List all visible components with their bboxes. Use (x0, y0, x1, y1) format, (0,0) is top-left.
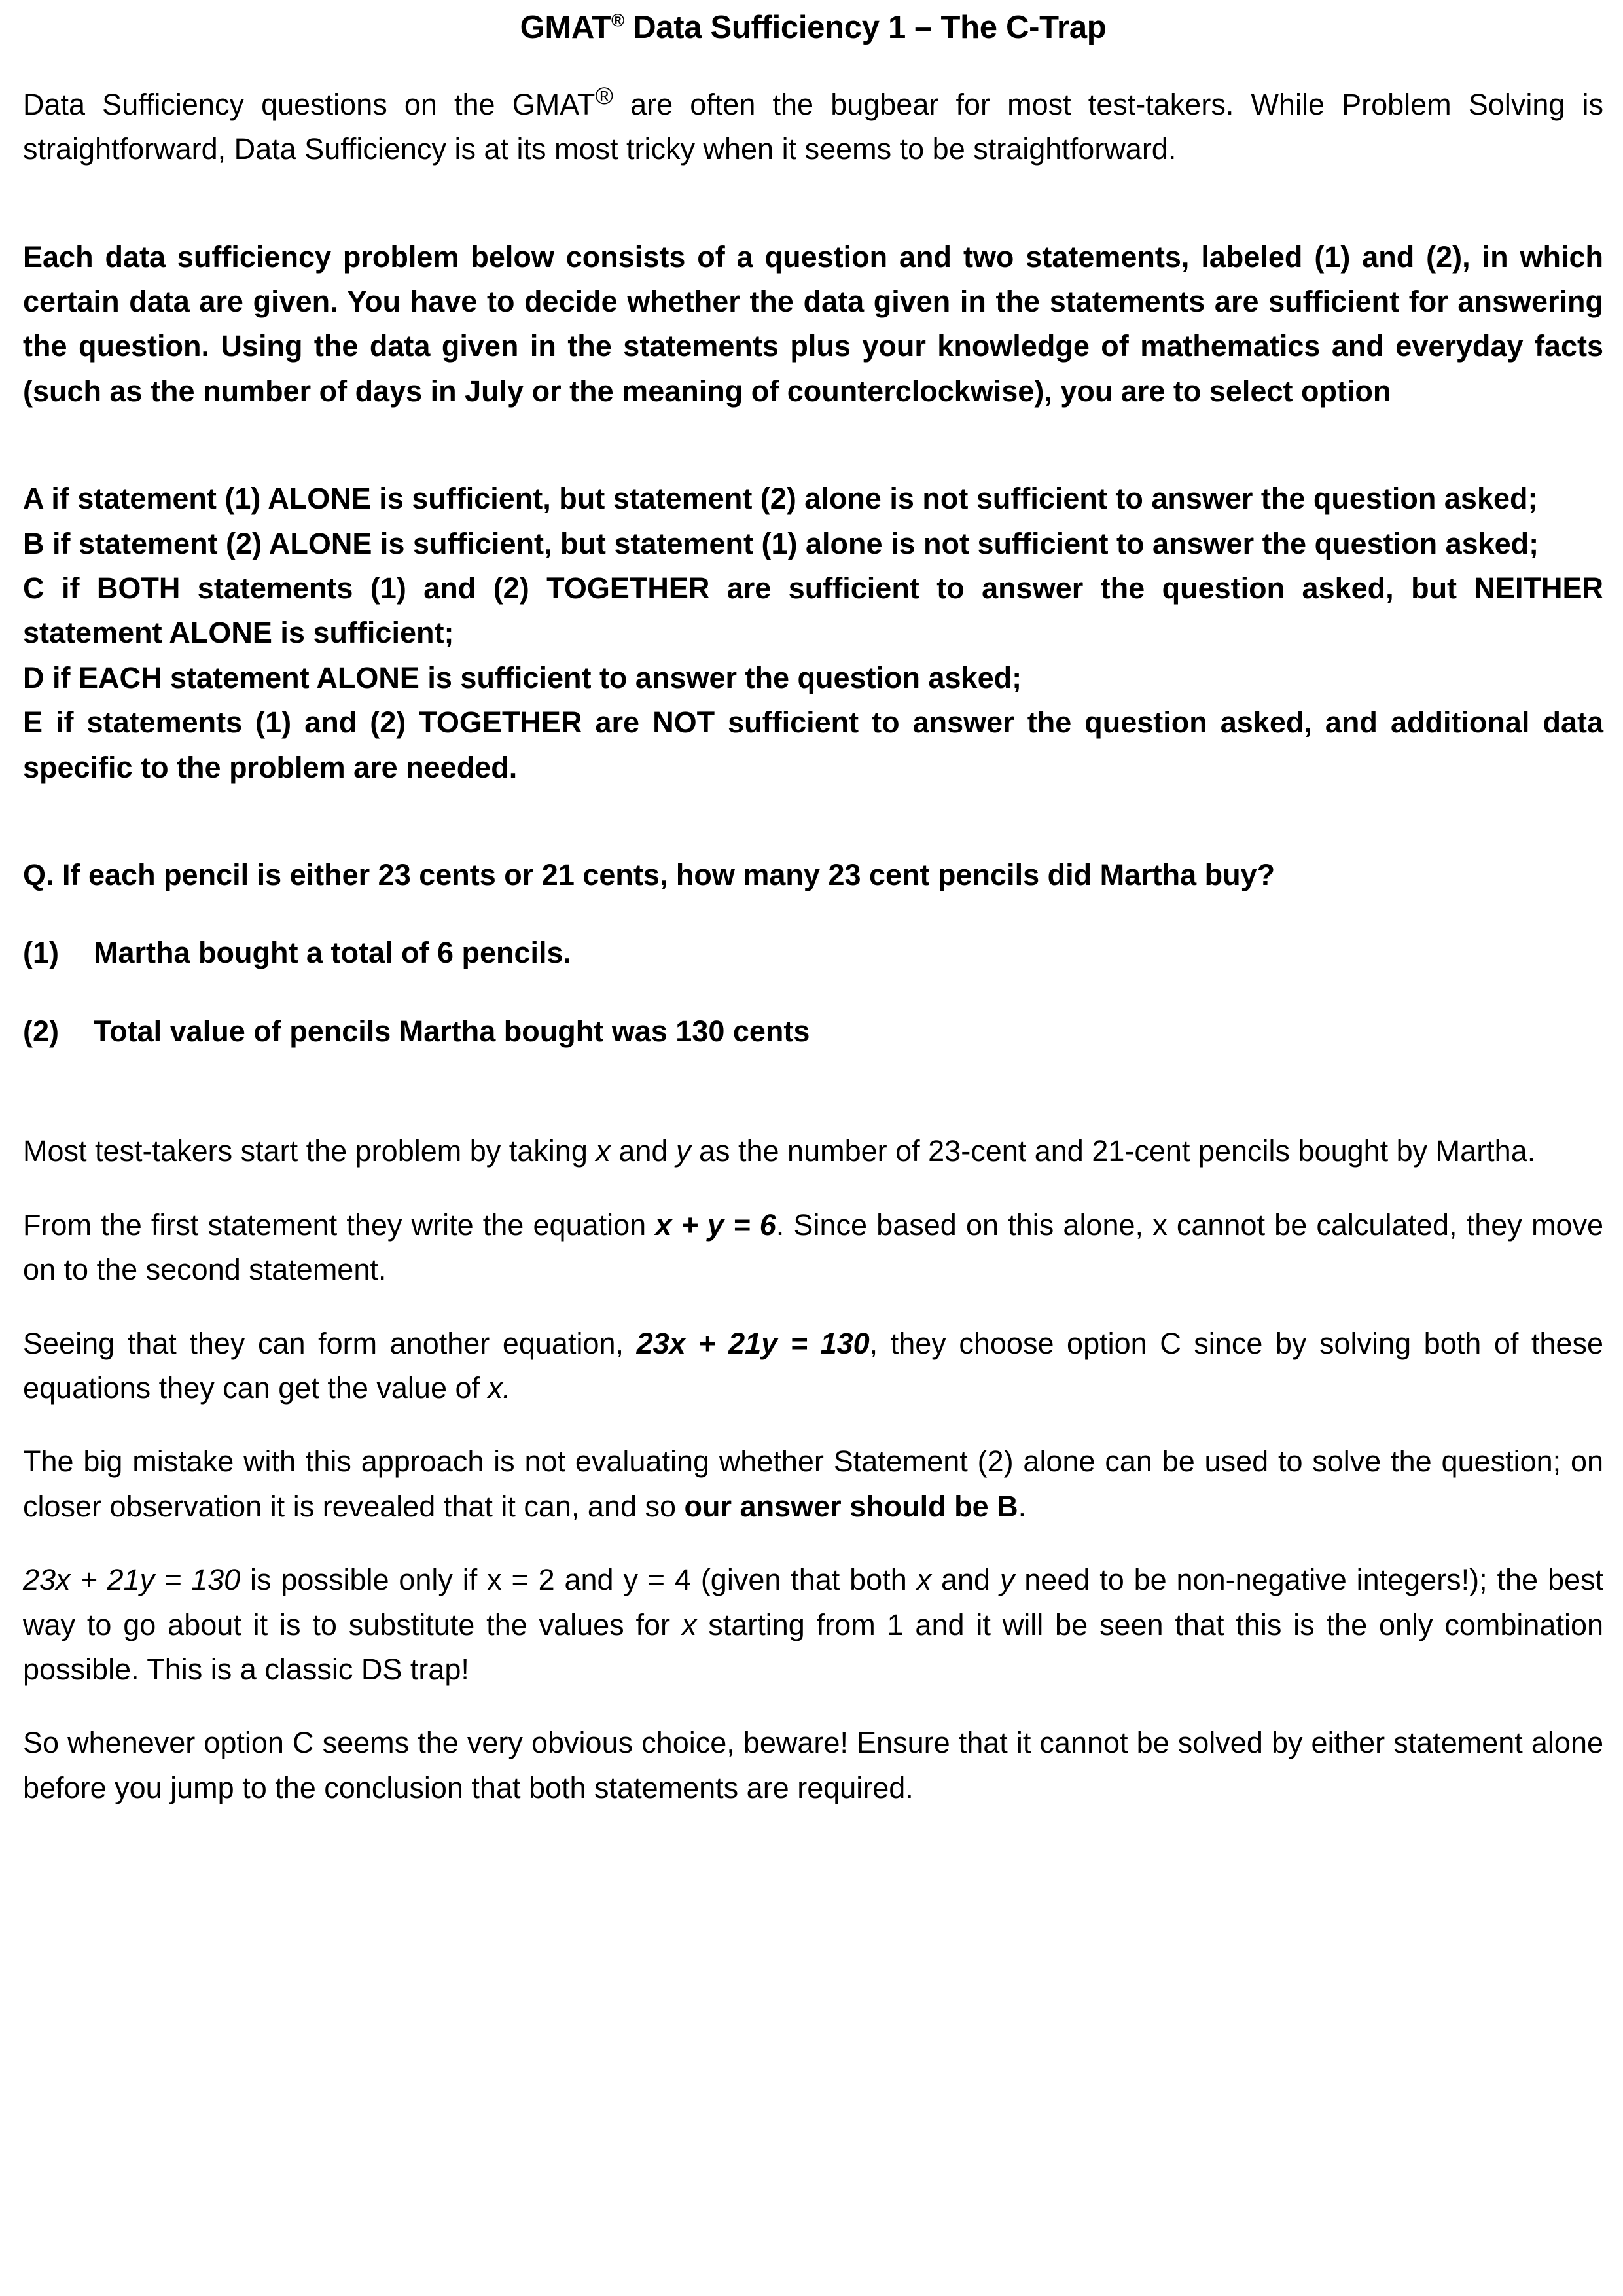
instructions-paragraph: Each data sufficiency problem below consists of a question and two statements, labeled (1) and (2), in which certain data are given. You have to decide whether the data given in the statements are sufficient for answering the question. Using the data given in the statements plus your knowledge of mathematics and everyday facts (such as the number of days in July or the meaning of counterclockwise), you are to select option (23, 240, 1603, 408)
variable-y: y (999, 1563, 1015, 1597)
answer-highlight: our answer should be B (684, 1489, 1018, 1523)
spacer (23, 1692, 1603, 1721)
spacer (23, 1529, 1603, 1558)
intro-text-a: Data Sufficiency questions on the GMAT (23, 87, 596, 121)
explanation-paragraph-4 (23, 1439, 1603, 1529)
option-d: D if EACH statement ALONE is sufficient to answer the question asked; (23, 660, 1022, 694)
statement-1 (23, 931, 1603, 975)
variable-x: x (681, 1607, 697, 1641)
statement-2-text: Total value of pencils Martha bought was 130 cents (94, 1014, 810, 1048)
page-title (23, 9, 1603, 47)
equation-x-plus-y: x + y = 6 (655, 1208, 776, 1242)
option-e: E if statements (1) and (2) TOGETHER are NOT sufficient to answer the question asked, and additional data specific to the problem are needed. (23, 706, 1603, 784)
variable-x: x. (488, 1371, 511, 1405)
spacer (23, 975, 1603, 1009)
registered-trademark-icon: ® (611, 10, 624, 31)
intro-text-b: are often the bugbear for most test-takers. While Problem Solving is straightforward, Data Sufficiency is at its most tricky when it seems to be straightforward. (23, 87, 1603, 166)
exp2-b: . Since based on this alone, x cannot be calculated, they move on to the second statement. (23, 1208, 1603, 1287)
intro-paragraph (23, 77, 1603, 172)
spacer (23, 414, 1603, 476)
explanation-paragraph-2 (23, 1203, 1603, 1293)
spacer (23, 1410, 1603, 1439)
statement-1-text: Martha bought a total of 6 pencils. (94, 936, 572, 970)
exp4-a: The big mistake with this approach is not evaluating whether Statement (2) alone can be used to solve the question; on closer observation it is revealed that it can, and so (23, 1444, 1603, 1523)
variable-y: y (675, 1134, 691, 1168)
option-c: C if BOTH statements (1) and (2) TOGETHER are sufficient to answer the question asked, but NEITHER statement ALONE is sufficient; (23, 571, 1603, 650)
exp1-a: Most test-takers start the problem by taking (23, 1134, 596, 1168)
variable-x: x (596, 1134, 611, 1168)
explanation-paragraph-3 (23, 1321, 1603, 1411)
question-prompt: Q. If each pencil is either 23 cents or 21 cents, how many 23 cent pencils did Martha buy? (23, 857, 1275, 891)
exp5-b: and (931, 1563, 1000, 1597)
equation-23x-21y: 23x + 21y = 130 (636, 1326, 870, 1360)
option-a: A if statement (1) ALONE is sufficient, but statement (2) alone is not sufficient to answer the question asked; (23, 482, 1538, 516)
exp1-c: as the number of 23-cent and 21-cent pencils bought by Martha. (690, 1134, 1536, 1168)
exp5-d: starting from 1 and it will be seen that this is the only combination possible. This is a classic DS trap! (23, 1607, 1603, 1686)
statement-2 (23, 1009, 1603, 1054)
spacer (23, 790, 1603, 853)
title-pre: GMAT (520, 10, 611, 45)
exp3-a: Seeing that they can form another equation, (23, 1326, 637, 1360)
registered-trademark-icon: ® (595, 81, 614, 109)
exp1-b: and (610, 1134, 676, 1168)
spacer (23, 172, 1603, 235)
option-b: B if statement (2) ALONE is sufficient, but statement (1) alone is not sufficient to answer the question asked; (23, 526, 1539, 560)
exp5-a: is possible only if x = 2 and y = 4 (given that both (240, 1563, 917, 1597)
equation-23x-21y: 23x + 21y = 130 (23, 1563, 241, 1597)
explanation-paragraph-6: So whenever option C seems the very obvious choice, beware! Ensure that it cannot be solved by either statement alone before you jump to the conclusion that both statements are required. (23, 1726, 1603, 1804)
exp2-a: From the first statement they write the equation (23, 1208, 656, 1242)
spacer (23, 1174, 1603, 1203)
exp4-b: . (1018, 1489, 1027, 1523)
statement-2-label: (2) (23, 1014, 59, 1048)
statement-1-label: (1) (23, 936, 59, 970)
exp5-c: need to be non-negative integers!); the best way to go about it is to substitute the values for (23, 1563, 1603, 1641)
variable-x: x (916, 1563, 932, 1597)
explanation-paragraph-1 (23, 1129, 1603, 1174)
spacer (23, 897, 1603, 931)
explanation-paragraph-5 (23, 1558, 1603, 1692)
answer-options-list (23, 476, 1603, 790)
exp3-b: , they choose option C since by solving both of these equations they can get the value of (23, 1326, 1604, 1405)
title-post: Data Sufficiency 1 – The C-Trap (624, 10, 1107, 45)
spacer (23, 1053, 1603, 1129)
spacer (23, 1293, 1603, 1321)
